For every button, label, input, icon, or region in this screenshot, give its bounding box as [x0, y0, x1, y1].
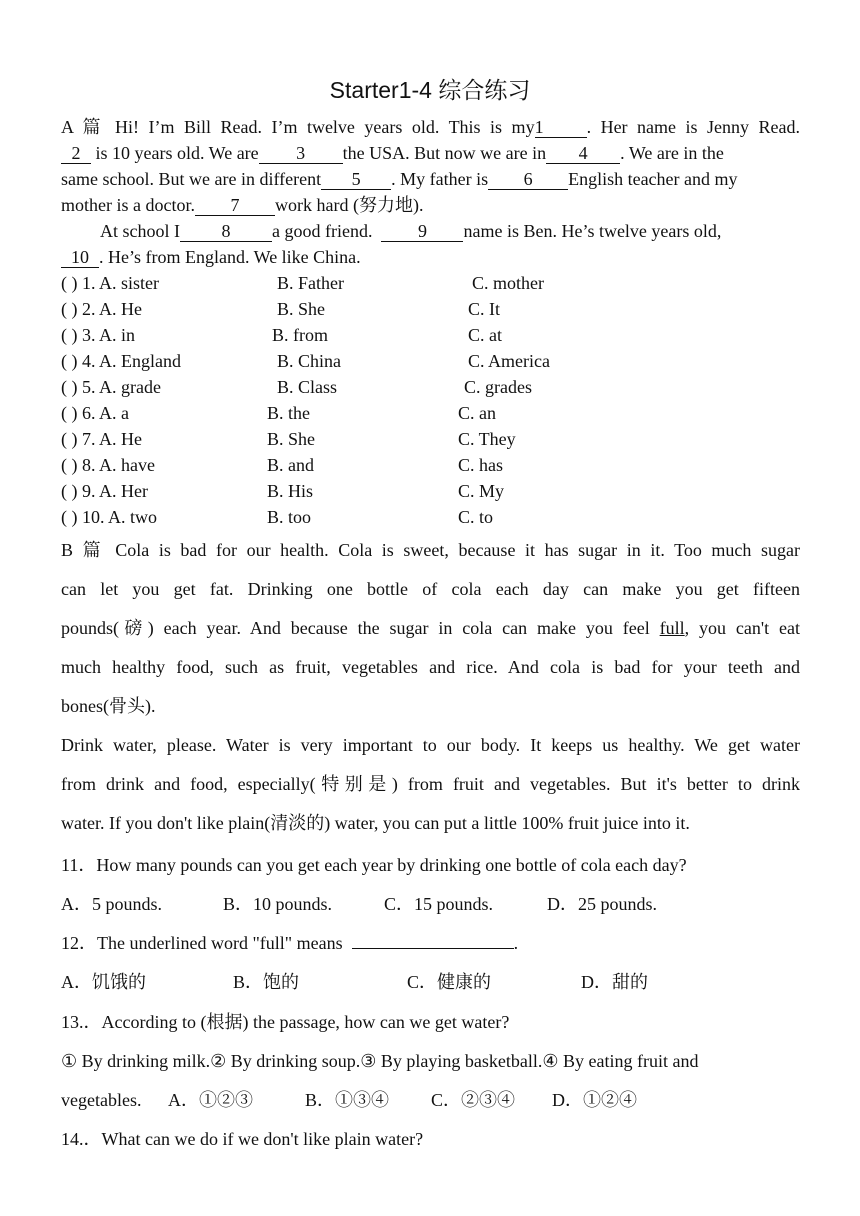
choice-row-6-c[interactable]: C. an — [458, 403, 496, 423]
choice-row-4-a[interactable]: ( ) 4. A. England — [61, 351, 181, 371]
q11-option-a[interactable]: A．5 pounds. — [61, 894, 163, 914]
q11-option-d[interactable]: D．25 pounds. — [547, 894, 658, 914]
passage-text: At school I — [100, 221, 180, 241]
q13-option-b[interactable]: B．①③④ — [305, 1090, 390, 1110]
passage-b-line-8: water. If you don't like plain(清淡的) water, you can put a little 100% fruit juice into it. — [61, 813, 690, 833]
choice-row-3-b[interactable]: B. from — [272, 325, 328, 345]
choice-row-3-c[interactable]: C. at — [468, 325, 502, 345]
question-14-stem: 14.．What can we do if we don't like plain water? — [61, 1129, 424, 1149]
q12-option-d[interactable]: D．甜的 — [581, 972, 648, 992]
blank-2: 2 — [61, 144, 91, 164]
passage-text: . He’s from England. We like China. — [99, 247, 361, 267]
choice-row-7-b[interactable]: B. She — [267, 429, 316, 449]
passage-text: pounds(磅) each year. And because the sugar in cola can make you feel — [61, 618, 660, 638]
choice-row-8-a[interactable]: ( ) 8. A. have — [61, 455, 155, 475]
question-11-stem: 11．How many pounds can you get each year by drinking one bottle of cola each day? — [61, 855, 687, 875]
q11-option-b[interactable]: B．10 pounds. — [223, 894, 333, 914]
question-13-statements: ① By drinking milk.② By drinking soup.③ By playing basketball.④ By eating fruit and — [61, 1051, 699, 1071]
passage-text: Hi! I’m Bill Read. I’m twelve years old. This is my — [115, 117, 535, 137]
blank-6: 6 — [488, 170, 568, 190]
question-12-stem — [61, 932, 518, 954]
question-13-stem: 13.．According to (根据) the passage, how can we get water? — [61, 1012, 510, 1032]
passage-text: same school. But we are in different — [61, 169, 322, 189]
q13-option-a[interactable]: A．①②③ — [168, 1090, 253, 1110]
blank-7: 7 — [195, 196, 275, 216]
passage-text: mother is a doctor. — [61, 195, 195, 215]
choice-row-1-a[interactable]: ( ) 1. A. sister — [61, 273, 159, 293]
passage-b-line-6: Drink water, please. Water is very important to our body. It keeps us healthy. We get water — [61, 735, 800, 755]
choice-row-10-b[interactable]: B. too — [267, 507, 312, 527]
blank-9: 9 — [381, 222, 463, 242]
passage-a-line-1 — [61, 116, 800, 138]
passage-text: English teacher and my — [568, 169, 738, 189]
choice-row-5-a[interactable]: ( ) 5. A. grade — [61, 377, 161, 397]
choice-row-2-a[interactable]: ( ) 2. A. He — [61, 299, 142, 319]
passage-a-line-6 — [61, 246, 800, 268]
q12-option-c[interactable]: C．健康的 — [407, 972, 492, 992]
underlined-word-full: full — [659, 618, 685, 638]
passage-b-line-7: from drink and food, especially(特别是) from fruit and vegetables. But it's better to drink — [61, 774, 800, 794]
choice-row-3-a[interactable]: ( ) 3. A. in — [61, 325, 135, 345]
choice-row-9-c[interactable]: C. My — [458, 481, 505, 501]
blank-8: 8 — [180, 222, 272, 242]
blank-4: 4 — [546, 144, 620, 164]
choice-row-1-b[interactable]: B. Father — [277, 273, 344, 293]
passage-text: work hard (努力地). — [274, 195, 424, 215]
passage-a-line-3 — [61, 168, 800, 190]
choice-row-4-b[interactable]: B. China — [277, 351, 342, 371]
page-title: Starter1-4 综合练习 — [329, 77, 531, 103]
blank-3: 3 — [259, 144, 343, 164]
q11-option-c[interactable]: C．15 pounds. — [384, 894, 494, 914]
passage-text: the USA. But now we are in — [342, 143, 547, 163]
choice-row-4-c[interactable]: C. America — [468, 351, 550, 371]
passage-a-line-2 — [61, 142, 800, 164]
passage-text: . We are in the — [620, 143, 724, 163]
q12-option-a[interactable]: A．饥饿的 — [61, 972, 146, 992]
passage-b-line-4: much healthy food, such as fruit, vegetables and rice. And cola is bad for your teeth and — [61, 657, 800, 677]
choice-row-9-b[interactable]: B. His — [267, 481, 314, 501]
q12-option-b[interactable]: B．饱的 — [233, 972, 300, 992]
passage-text: , you can't eat — [684, 618, 800, 638]
choice-row-8-c[interactable]: C. has — [458, 455, 503, 475]
choice-row-10-c[interactable]: C. to — [458, 507, 494, 527]
passage-b-line-1: B 篇 Cola is bad for our health. Cola is sweet, because it has sugar in it. Too much sugar — [61, 540, 800, 560]
passage-text: . My father is — [391, 169, 489, 189]
passage-text: name is Ben. He’s twelve years old, — [463, 221, 722, 241]
passage-b-line-3 — [61, 609, 800, 648]
passage-a-line-5 — [100, 220, 800, 242]
choice-row-6-b[interactable]: B. the — [267, 403, 310, 423]
choice-row-2-b[interactable]: B. She — [277, 299, 326, 319]
passage-b-line-2: can let you get fat. Drinking one bottle of cola each day can make you get fifteen — [61, 579, 800, 599]
choice-row-1-c[interactable]: C. mother — [472, 273, 544, 293]
passage-text: is 10 years old. We are — [91, 143, 259, 163]
question-12-period: . — [513, 933, 519, 953]
blank-10: 10 — [61, 248, 99, 268]
passage-b-line-5: bones(骨头). — [61, 696, 156, 716]
choice-row-7-c[interactable]: C. They — [458, 429, 516, 449]
choice-row-6-a[interactable]: ( ) 6. A. a — [61, 403, 129, 423]
question-13-lead: vegetables. — [61, 1090, 142, 1110]
part-a-label: A 篇 — [61, 117, 106, 137]
passage-a-line-4 — [61, 194, 800, 216]
choice-row-5-c[interactable]: C. grades — [464, 377, 532, 397]
choice-row-8-b[interactable]: B. and — [267, 455, 314, 475]
choice-row-5-b[interactable]: B. Class — [277, 377, 338, 397]
blank-5: 5 — [321, 170, 391, 190]
choice-row-9-a[interactable]: ( ) 9. A. Her — [61, 481, 148, 501]
passage-text: . Her name is Jenny Read. — [586, 117, 801, 137]
answer-blank-12[interactable] — [352, 948, 514, 949]
passage-text: a good friend. — [272, 221, 373, 241]
q13-option-c[interactable]: C．②③④ — [431, 1090, 516, 1110]
blank-1: 1 — [535, 118, 587, 138]
passage-b — [61, 531, 800, 843]
q13-option-d[interactable]: D．①②④ — [552, 1090, 637, 1110]
choice-row-7-a[interactable]: ( ) 7. A. He — [61, 429, 142, 449]
question-12-text: 12．The underlined word "full" means — [61, 933, 343, 953]
choice-row-2-c[interactable]: C. It — [468, 299, 501, 319]
choice-row-10-a[interactable]: ( ) 10. A. two — [61, 507, 157, 527]
